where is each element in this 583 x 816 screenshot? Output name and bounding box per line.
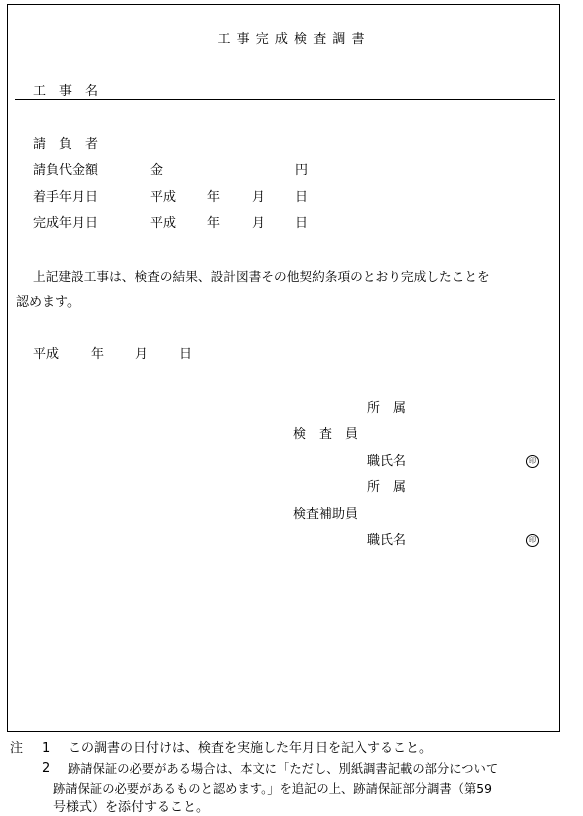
start-date-label: 着手年月日 [33, 190, 99, 205]
project-name-label: 工 事 名 [33, 84, 99, 99]
assistant-inspector-label: 検査補助員 [293, 507, 359, 522]
note-1-text: この調書の日付けは、検査を実施した年月日を記入すること。 [68, 741, 433, 756]
inspector-affiliation-label: 所 属 [367, 401, 407, 416]
issue-date-year-unit: 年 [91, 347, 105, 362]
assistant-seal-icon: 印 [526, 534, 539, 547]
inspector-seal-icon: 印 [526, 455, 539, 468]
note-2-number: 2 [42, 761, 51, 776]
amount-label: 請負代金額 [33, 163, 99, 178]
start-date-year-unit: 年 [207, 190, 221, 205]
assistant-affiliation-label: 所 属 [367, 480, 407, 495]
document-frame [7, 4, 560, 732]
completion-date-era: 平成 [150, 216, 177, 231]
issue-date-month-unit: 月 [135, 347, 149, 362]
start-date-month-unit: 月 [252, 190, 266, 205]
note-2-line-1: 跡請保証の必要がある場合は、本文に「ただし、別紙調書記載の部分について [68, 762, 499, 776]
start-date-day-unit: 日 [295, 190, 309, 205]
assistant-name-label: 職氏名 [367, 533, 407, 548]
amount-prefix: 金 [150, 163, 164, 178]
notes-marker: 注 [10, 741, 24, 756]
project-name-underline [15, 99, 555, 100]
start-date-era: 平成 [150, 190, 177, 205]
contractor-label: 請 負 者 [33, 137, 99, 152]
statement-line-2: 認めます。 [16, 295, 80, 310]
note-2-line-2: 跡請保証の必要があるものと認めます。」を追記の上、跡請保証部分調書（第59 [53, 782, 492, 796]
amount-unit: 円 [295, 163, 309, 178]
statement-line-1: 上記建設工事は、検査の結果、設計図書その他契約条項のとおり完成したことを [33, 269, 490, 284]
issue-date-era: 平成 [33, 347, 60, 362]
inspector-name-label: 職氏名 [367, 454, 407, 469]
note-2-line-3: 号様式）を添付すること。 [53, 800, 210, 815]
completion-date-year-unit: 年 [207, 216, 221, 231]
note-1-number: 1 [42, 741, 51, 756]
completion-date-month-unit: 月 [252, 216, 266, 231]
inspector-label: 検 査 員 [293, 427, 359, 442]
completion-date-day-unit: 日 [295, 216, 309, 231]
document-title: 工 事 完 成 検 査 調 書 [217, 32, 366, 47]
issue-date-day-unit: 日 [179, 347, 193, 362]
completion-date-label: 完成年月日 [33, 216, 99, 231]
